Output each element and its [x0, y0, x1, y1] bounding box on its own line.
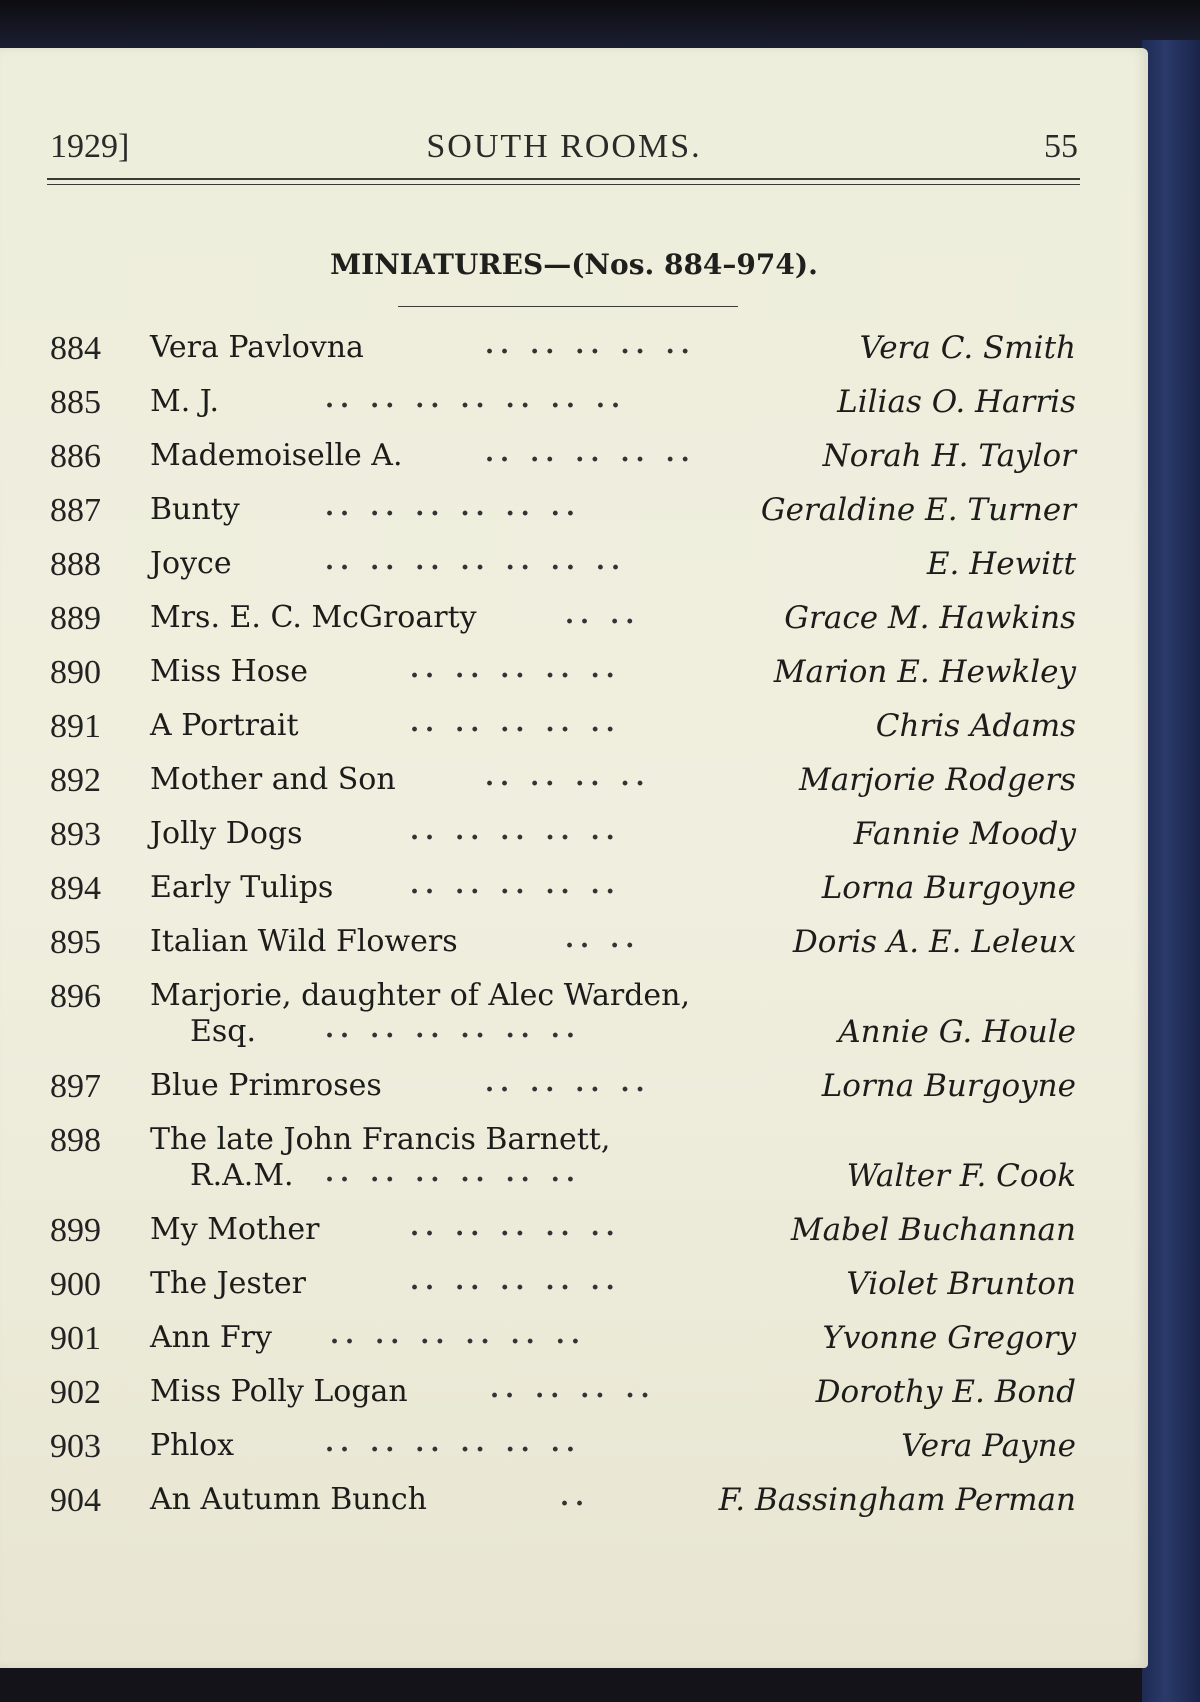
list-item: [0, 480, 1148, 540]
leader-dots: .. .. .. .. .. .. ..: [325, 546, 627, 576]
list-item: [0, 1416, 1148, 1476]
entry-title: My Mother: [150, 1212, 320, 1247]
leader-dots: .. .. .. .. .. ..: [330, 1320, 586, 1350]
book-cover-top: [0, 0, 1200, 50]
entry-artist: Norah H. Taylor: [822, 438, 1076, 474]
entry-number: 903: [50, 1428, 101, 1465]
leader-dots: .. .. .. .. .. ..: [325, 1014, 581, 1044]
list-item: [0, 696, 1148, 756]
entry-artist: Vera Payne: [901, 1428, 1076, 1464]
leader-dots: .. .. .. .. .. ..: [325, 1158, 581, 1188]
entry-title-continuation: R.A.M.: [190, 1158, 294, 1193]
entry-artist: Mabel Buchannan: [790, 1212, 1076, 1248]
list-item: [0, 1200, 1148, 1260]
entry-number: 890: [50, 654, 101, 691]
leader-dots: .. .. .. .. .. .. ..: [325, 384, 627, 414]
leader-dots: .. .. .. .. ..: [485, 330, 696, 360]
list-item: [0, 426, 1148, 486]
leader-dots: .. .. .. ..: [490, 1374, 656, 1404]
entry-title: Early Tulips: [150, 870, 334, 905]
entry-title: Miss Polly Logan: [150, 1374, 408, 1409]
entry-title: Mrs. E. C. McGroarty: [150, 600, 477, 635]
list-item: [0, 750, 1148, 810]
leader-dots: .. .. .. .. ..: [410, 1212, 621, 1242]
entry-title: The Jester: [150, 1266, 306, 1301]
entry-title: Miss Hose: [150, 654, 309, 689]
leader-dots: .. .. .. .. ..: [410, 708, 621, 738]
entry-title: Joyce: [150, 546, 232, 581]
entry-artist: Lilias O. Harris: [837, 384, 1076, 420]
entry-artist: Lorna Burgoyne: [821, 870, 1076, 906]
header-year: 1929]: [50, 128, 130, 165]
leader-dots: .. .. .. .. .. ..: [325, 1428, 581, 1458]
leader-dots: .. .. .. .. ..: [410, 816, 621, 846]
entry-artist: Yvonne Gregory: [822, 1320, 1076, 1356]
list-item: [0, 1056, 1148, 1116]
entry-artist: Marion E. Hewkley: [773, 654, 1076, 690]
entry-title-continuation: Esq.: [190, 1014, 257, 1049]
list-item: [0, 912, 1148, 972]
leader-dots: ..: [560, 1482, 591, 1512]
running-head: [50, 128, 1078, 178]
header-page-number: 55: [1044, 128, 1078, 165]
entry-number: 895: [50, 924, 101, 961]
entry-artist: F. Bassingham Perman: [718, 1482, 1076, 1518]
entry-artist: E. Hewitt: [926, 546, 1076, 582]
entry-number: 902: [50, 1374, 101, 1411]
list-item: [0, 588, 1148, 648]
entry-number: 897: [50, 1068, 101, 1105]
entry-artist: Walter F. Cook: [846, 1158, 1076, 1194]
entry-number: 892: [50, 762, 101, 799]
list-item: [0, 1470, 1148, 1530]
list-item: [0, 966, 1148, 1050]
header-rule-thin: [47, 184, 1080, 185]
entry-title: Blue Primroses: [150, 1068, 382, 1103]
entry-title: The late John Francis Barnett,: [150, 1122, 611, 1157]
entry-title: Bunty: [150, 492, 240, 527]
entry-artist: Fannie Moody: [853, 816, 1076, 852]
leader-dots: .. .. .. .. .. ..: [325, 492, 581, 522]
entry-title: Ann Fry: [150, 1320, 272, 1355]
section-title: MINIATURES—(Nos. 884–974).: [330, 248, 818, 281]
list-item: [0, 1254, 1148, 1314]
entry-number: 885: [50, 384, 101, 421]
entry-number: 889: [50, 600, 101, 637]
entry-number: 898: [50, 1122, 101, 1159]
leader-dots: .. .. .. .. ..: [410, 654, 621, 684]
list-item: [0, 534, 1148, 594]
list-item: [0, 804, 1148, 864]
entry-number: 887: [50, 492, 101, 529]
leader-dots: .. .. .. .. ..: [410, 1266, 621, 1296]
title-rule: [398, 306, 738, 307]
entry-artist: Marjorie Rodgers: [798, 762, 1076, 798]
entry-number: 896: [50, 978, 101, 1015]
entry-artist: Dorothy E. Bond: [815, 1374, 1076, 1410]
catalogue-page: [0, 48, 1148, 1668]
list-item: [0, 318, 1148, 378]
entry-number: 894: [50, 870, 101, 907]
entry-artist: Lorna Burgoyne: [821, 1068, 1076, 1104]
entry-title: M. J.: [150, 384, 220, 419]
entry-title: Mademoiselle A.: [150, 438, 403, 473]
list-item: [0, 1362, 1148, 1422]
entry-title: Italian Wild Flowers: [150, 924, 458, 959]
header-rule: [47, 178, 1080, 180]
entry-title: An Autumn Bunch: [150, 1482, 428, 1517]
entry-number: 893: [50, 816, 101, 853]
entry-number: 899: [50, 1212, 101, 1249]
leader-dots: .. .. .. ..: [485, 762, 651, 792]
list-item: [0, 372, 1148, 432]
header-section: SOUTH ROOMS.: [426, 128, 702, 165]
list-item: [0, 858, 1148, 918]
entry-number: 900: [50, 1266, 101, 1303]
entry-number: 891: [50, 708, 101, 745]
list-item: [0, 1308, 1148, 1368]
entry-title: Mother and Son: [150, 762, 396, 797]
entry-number: 884: [50, 330, 101, 367]
entry-number: 888: [50, 546, 101, 583]
leader-dots: .. .. .. .. ..: [485, 438, 696, 468]
entry-title: Marjorie, daughter of Alec Warden,: [150, 978, 691, 1013]
book-cover-edge: [1142, 40, 1200, 1702]
entry-artist: Chris Adams: [875, 708, 1076, 744]
list-item: [0, 1110, 1148, 1194]
list-item: [0, 642, 1148, 702]
entry-artist: Geraldine E. Turner: [760, 492, 1076, 528]
leader-dots: .. .. .. ..: [485, 1068, 651, 1098]
entry-title: Phlox: [150, 1428, 235, 1463]
leader-dots: .. ..: [565, 924, 641, 954]
entry-artist: Annie G. Houle: [838, 1014, 1076, 1050]
entry-number: 886: [50, 438, 101, 475]
entry-title: Jolly Dogs: [150, 816, 303, 851]
entry-title: Vera Pavlovna: [150, 330, 364, 365]
entry-title: A Portrait: [150, 708, 299, 743]
entry-number: 901: [50, 1320, 101, 1357]
leader-dots: .. .. .. .. ..: [410, 870, 621, 900]
entry-artist: Doris A. E. Leleux: [792, 924, 1076, 960]
entry-artist: Vera C. Smith: [859, 330, 1076, 366]
entry-artist: Violet Brunton: [846, 1266, 1076, 1302]
leader-dots: .. ..: [565, 600, 641, 630]
entry-artist: Grace M. Hawkins: [784, 600, 1076, 636]
entry-number: 904: [50, 1482, 101, 1519]
